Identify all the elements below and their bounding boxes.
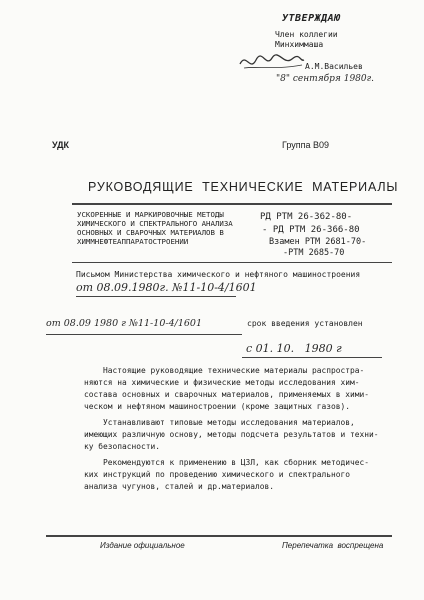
paragraph-3-line-2: ких инструкций по проведению химического и спектрального <box>84 470 351 479</box>
approval-position-line2: Минхиммаша <box>275 40 324 49</box>
subject-line-2: ХИМИЧЕСКОГО И СПЕКТРАЛЬНОГО АНАЛИЗА <box>77 219 233 228</box>
subject-line-3: ОСНОВНЫХ И СВАРОЧНЫХ МАТЕРИАЛОВ В <box>77 228 224 237</box>
paragraph-2-line-1: Устанавливают типовые методы исследования материалов, <box>103 418 355 427</box>
footer-official-edition: Издание официальное <box>100 541 185 550</box>
group-label: Группа В09 <box>282 140 330 150</box>
signature <box>236 50 306 74</box>
effective-date-label: срок введения установлен <box>247 319 363 328</box>
effective-underline <box>242 357 382 358</box>
paragraph-1-line-1: Настоящие руководящие технические материалы распростра- <box>103 366 365 375</box>
effective-date-handwritten: с 01. 10. 1980 г <box>246 342 342 355</box>
order-reference-handwritten: от 08.09 1980 г №11-10-4/1601 <box>46 318 202 329</box>
subject-rule <box>72 262 392 263</box>
approval-title: УТВЕРЖДАЮ <box>282 13 341 24</box>
designation-line-4: -РТМ 2685-70 <box>283 248 345 258</box>
paragraph-3-line-3: анализа чугунов, сталей и др.материалов. <box>84 482 275 491</box>
paragraph-1-line-2: няются на химические и физические методы исследования хим- <box>84 378 360 387</box>
subject-line-4: ХИММНЕФТЕАППАРАТОСТРОЕНИИ <box>77 237 189 246</box>
header-rule <box>72 203 392 205</box>
footer-rule <box>46 535 392 537</box>
paragraph-2-line-3: ку безопасности. <box>84 442 161 451</box>
approval-date: "8" сентября 1980г. <box>276 74 375 84</box>
paragraph-2-line-2: имеющих различную основу, методы подсчета результатов и техни- <box>84 430 379 439</box>
designation-line-2: - РД РТМ 26-366-80 <box>262 225 360 235</box>
designation-line-3: Взамен РТМ 2681-70- <box>269 237 367 247</box>
letter-line: Письмом Министерства химического и нефтяного машиностроения <box>76 270 361 279</box>
order-underline <box>46 334 242 335</box>
letter-underline <box>76 296 236 297</box>
footer-reprint-prohibited: Перепечатка воспрещена <box>282 541 384 550</box>
udk-label: УДК <box>52 140 70 150</box>
approval-position-line1: Член коллегии <box>275 30 338 39</box>
paragraph-3-line-1: Рекомендуются к применению в ЦЗЛ, как сборник методичес- <box>103 458 370 467</box>
paragraph-1-line-4: ческом и нефтяном машиностроении (кроме защитных газов). <box>84 402 351 411</box>
designation-line-1: РД РТМ 26-362-80- <box>260 212 353 222</box>
doc-type-title: РУКОВОДЯЩИЕ ТЕХНИЧЕСКИЕ МАТЕРИАЛЫ <box>88 180 399 194</box>
approval-name: А.М.Васильев <box>305 62 363 71</box>
paragraph-1-line-3: состава основных и сварочных материалов, применяемых в хими- <box>84 390 370 399</box>
letter-reference-handwritten: от 08.09.1980г. №11-10-4/1601 <box>76 281 257 294</box>
subject-line-1: УСКОРЕННЫЕ И МАРКИРОВОЧНЫЕ МЕТОДЫ <box>77 210 224 219</box>
